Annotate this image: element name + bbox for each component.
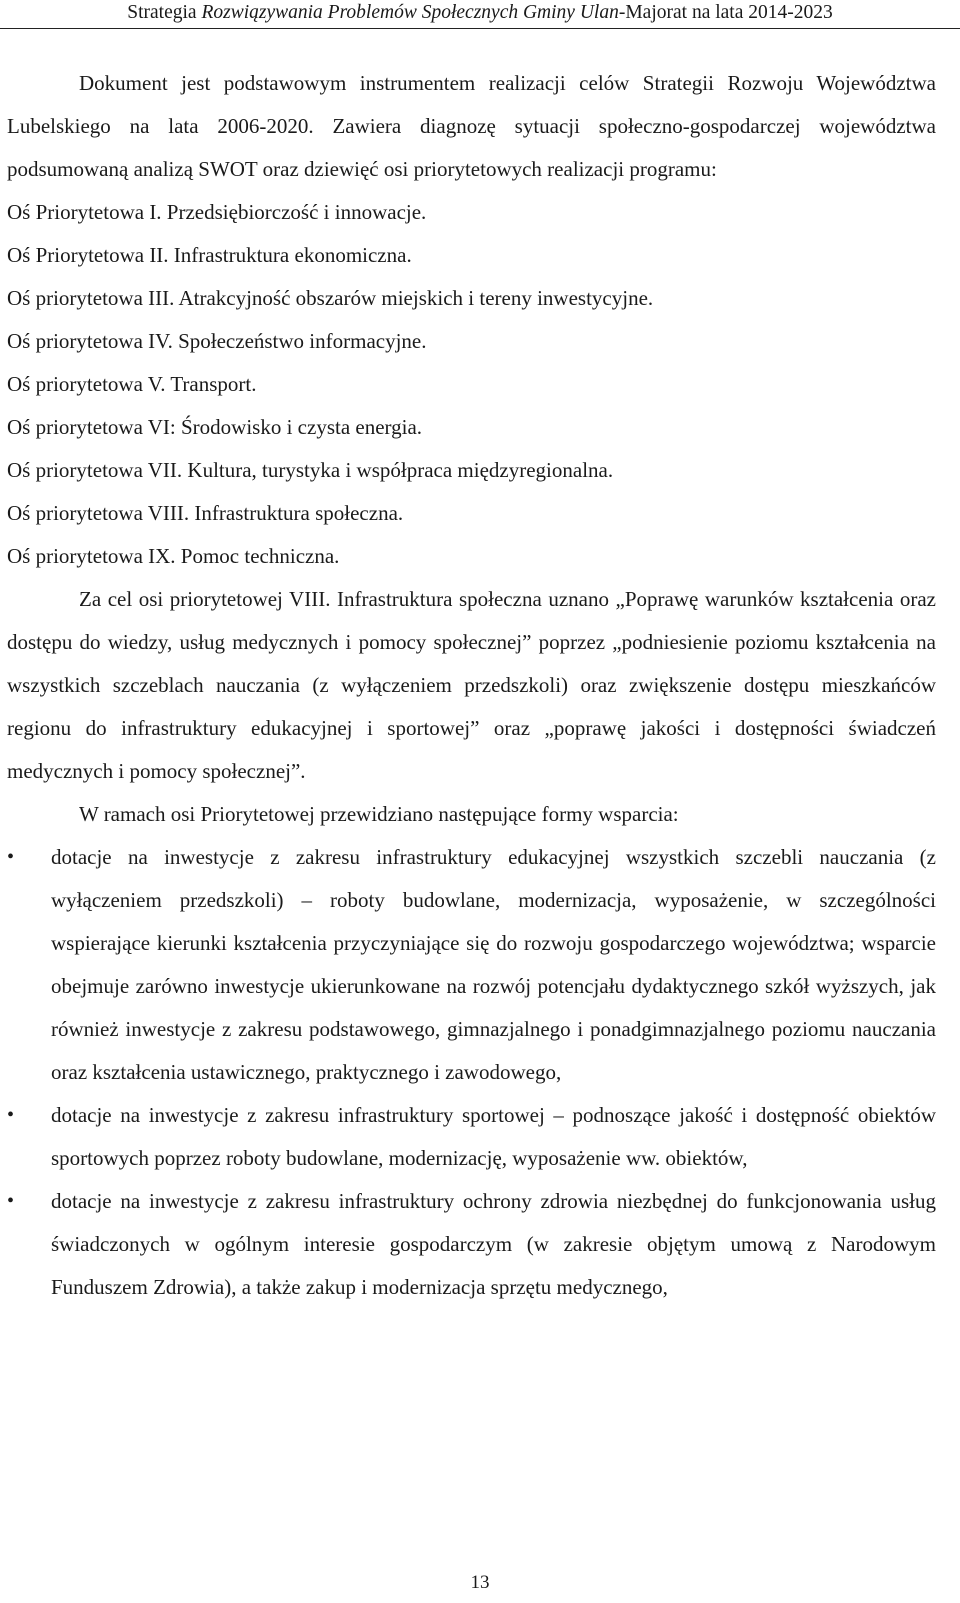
support-intro: W ramach osi Priorytetowej przewidziano następujące formy wsparcia: xyxy=(79,802,679,826)
priority-axis-1: Oś Priorytetowa I. Przedsiębiorczość i innowacje. xyxy=(7,200,427,224)
bullet-icon: • xyxy=(7,1104,15,1126)
support-forms-list xyxy=(7,836,936,1309)
list-item-text: dotacje na inwestycje z zakresu infrastruktury ochrony zdrowia niezbędnej do funkcjonowania usług świadczonych w ogólnym interesie gospodarczym (w zakresie objętym umową z Narodowym Funduszem Zdrowia), a także zakup i modernizacja sprzętu medycznego, xyxy=(51,1189,936,1299)
bullet-icon: • xyxy=(7,1190,15,1212)
header-prefix: Strategia xyxy=(127,2,202,23)
header-suffix: -Majorat na lata 2014-2023 xyxy=(618,2,833,23)
priority-axis-5: Oś priorytetowa V. Transport. xyxy=(7,372,257,396)
page-number: 13 xyxy=(470,1572,490,1593)
document-body xyxy=(7,62,936,1309)
priority-axis-7: Oś priorytetowa VII. Kultura, turystyka i współpraca międzyregionalna. xyxy=(7,458,614,482)
priority-axis-6: Oś priorytetowa VI: Środowisko i czysta energia. xyxy=(7,415,423,439)
header-title: Rozwiązywania Problemów Społecznych Gminy Ulan xyxy=(201,2,619,23)
list-item xyxy=(7,1094,936,1180)
priority-axis-4: Oś priorytetowa IV. Społeczeństwo informacyjne. xyxy=(7,329,427,353)
list-item xyxy=(7,836,936,1094)
goal-paragraph: Za cel osi priorytetowej VIII. Infrastruktura społeczna uznano „Poprawę warunków kształcenia oraz dostępu do wiedzy, usług medycznych i pomocy społecznej” poprzez „podniesienie poziomu kształcenia na wszystkich szczeblach nauczania (z wyłączeniem przedszkoli) oraz zwiększenie dostępu mieszkańców regionu do infrastruktury edukacyjnej i sportowej” oraz „poprawę jakości i dostępności świadczeń medycznych i pomocy społecznej”. xyxy=(7,587,936,783)
priority-axis-8: Oś priorytetowa VIII. Infrastruktura społeczna. xyxy=(7,501,404,525)
priority-axis-2: Oś Priorytetowa II. Infrastruktura ekonomiczna. xyxy=(7,243,412,267)
list-item-text: dotacje na inwestycje z zakresu infrastruktury sportowej – podnoszące jakość i dostępność obiektów sportowych poprzez roboty budowlane, modernizację, wyposażenie ww. obiektów, xyxy=(51,1103,936,1170)
running-header xyxy=(0,2,960,29)
intro-paragraph: Dokument jest podstawowym instrumentem realizacji celów Strategii Rozwoju Województwa Lubelskiego na lata 2006-2020. Zawiera diagnozę sytuacji społeczno-gospodarczej województwa podsumowaną analizą SWOT oraz dziewięć osi priorytetowych realizacji programu: xyxy=(7,71,936,181)
priority-axis-3: Oś priorytetowa III. Atrakcyjność obszarów miejskich i tereny inwestycyjne. xyxy=(7,286,654,310)
list-item-text: dotacje na inwestycje z zakresu infrastruktury edukacyjnej wszystkich szczebli nauczania (z wyłączeniem przedszkoli) – roboty budowlane, modernizacja, wyposażenie, w szczególności wspierające kierunki kształcenia przyczyniające się do rozwoju gospodarczego województwa; wsparcie obejmuje zarówno inwestycje ukierunkowane na rozwój potencjału dydaktycznego szkół wyższych, jak również inwestycje z zakresu podstawowego, gimnazjalnego i ponadgimnazjalnego poziomu nauczania oraz kształcenia ustawicznego, praktycznego i zawodowego, xyxy=(51,845,936,1084)
bullet-icon: • xyxy=(7,846,15,868)
list-item xyxy=(7,1180,936,1309)
priority-axis-9: Oś priorytetowa IX. Pomoc techniczna. xyxy=(7,544,340,568)
